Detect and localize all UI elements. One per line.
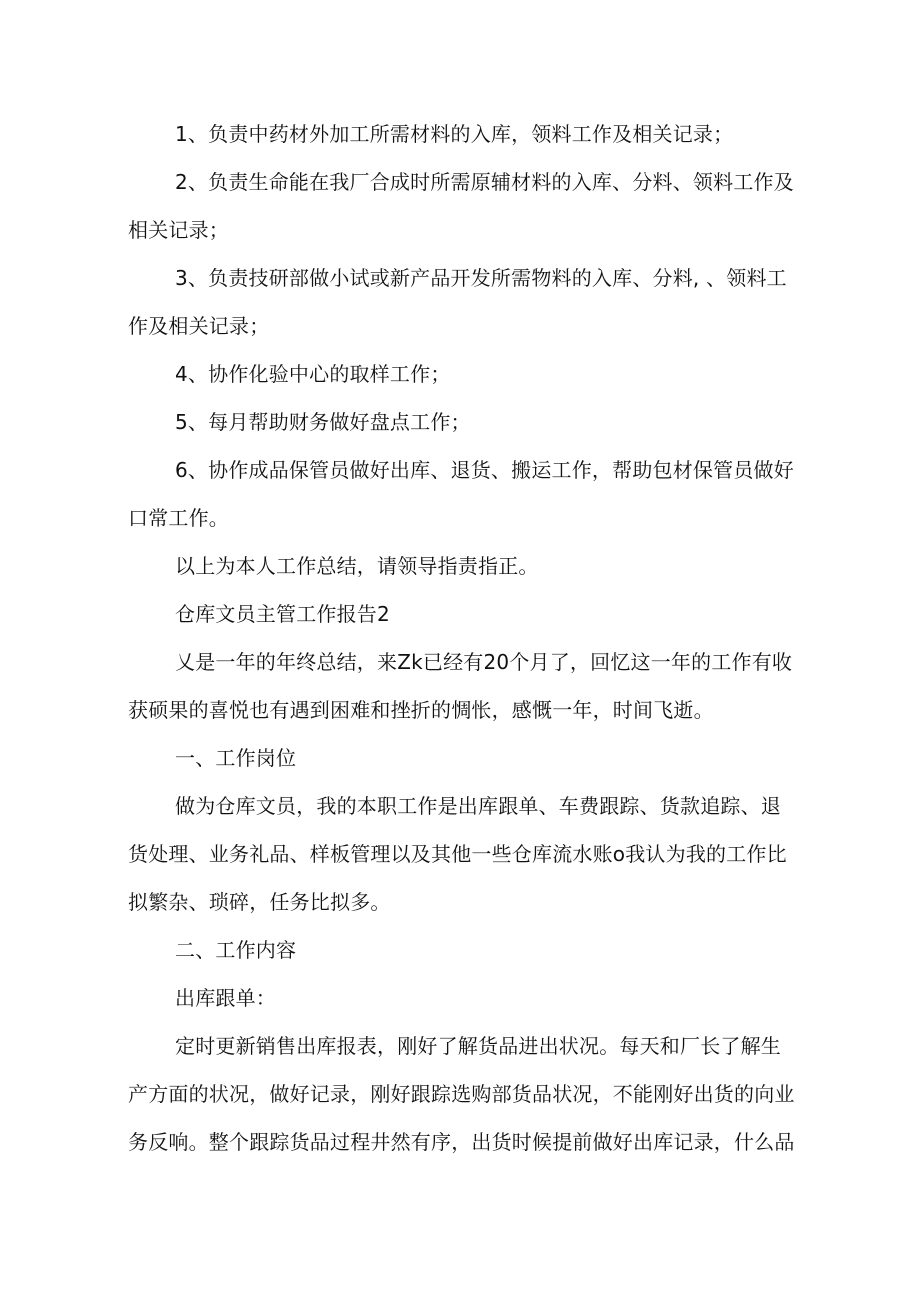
heading-position: 一、工作岗位	[175, 746, 297, 770]
heading-content: 二、工作内容	[175, 938, 297, 962]
list-item-3: 3、负责技研部做小试或新产品开发所需物料的入库、分料, 、领料工作及相关记录；	[128, 266, 787, 338]
list-item-6: 6、协作成品保管员做好出库、退货、搬运工作，帮助包材保管员做好口常工作。	[128, 458, 794, 530]
document-body	[128, 110, 798, 1166]
position-paragraph: 做为仓库文员，我的本职工作是出库跟单、车费跟踪、货款追踪、退货处理、业务礼品、样板管理以及其他一些仓库流水账o我认为我的工作比拟繁杂、琐碎，任务比拟多。	[128, 794, 787, 914]
content-paragraph: 定时更新销售出库报表，刚好了解货品进出状况。每天和厂长了解生产方面的状况，做好记录，刚好跟踪选购部货品状况，不能刚好出货的向业务反响。整个跟踪货品过程井然有序，出货时候提前做好出库记录，什么品	[128, 1034, 795, 1154]
section-title: 仓库文员主管工作报告2	[175, 602, 390, 626]
intro-paragraph: 乂是一年的年终总结，来Zk已经有20个月了，回忆这一年的工作有收获硕果的喜悦也有遇到困难和挫折的惆怅，感慨一年，时间飞逝。	[128, 650, 793, 722]
list-item-5: 5、每月帮助财务做好盘点工作；	[175, 410, 471, 434]
closing-line: 以上为本人工作总结，请领导指责指正。	[175, 554, 539, 578]
list-item-2: 2、负责生命能在我厂合成时所需原辅材料的入库、分料、领料工作及相关记录；	[128, 170, 794, 242]
list-item-4: 4、协作化验中心的取样工作；	[175, 362, 451, 386]
list-item-1: 1、负责中药材外加工所需材料的入库，领料工作及相关记录；	[175, 122, 734, 146]
subheading-outbound: 出库跟单：	[175, 986, 276, 1010]
